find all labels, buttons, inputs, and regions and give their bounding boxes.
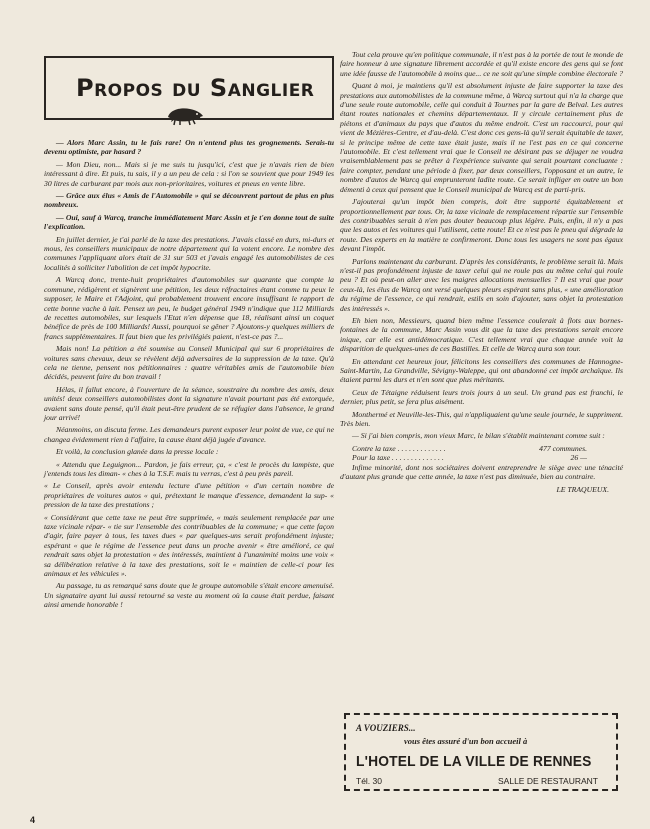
paragraph: En juillet dernier, je t'ai parlé de la taxe des prestations. J'avais classé en durs, mi-durs et mous, les conseillers municipaux de notre département qui la votent encore. Le nombre des communes l'appliquant alors était de 31 sur 503 et j'avais engagé les automobilistes de ces localités à solliciter l'abolition de cet impôt hypocrite. — [44, 234, 334, 272]
right-column-body — [340, 50, 623, 444]
paragraph: Eh bien non, Messieurs, quand bien même l'essence coulerait à flots aux bornes-fontaines de la commune, Marc Assin vous dit que la taxe des prestations serait encore inique, car elle est antidémocratique. C'est tellement vrai que chaque année voit la disparition de quelques-unes de ces Bastilles. Et celle de Warcq aura son tour. — [340, 315, 623, 354]
paragraph: « Considérant que cette taxe ne peut être supprimée, « mais seulement remplacée par une taxe vicinale répar- « tie sur l'ensemble des contribuables de la commune; « que cette façon d'agir, faire payer à tous, les taxes dues « par quelques-uns serait profondément injuste; espérant « que le régime de l'essence peut dans un proche avenir « être amélioré, ce qui rendrait sans objet la protestation « des intéressés, maintient à l'unanimité moins une voix « sa délibération relative à la taxe des prestations, soit le « maintien de celle-ci pour les animaux et les véhicules ». — [44, 512, 334, 579]
paragraph: Et voilà, la conclusion glanée dans la presse locale : — [56, 447, 219, 457]
paragraph: Monthermé et Neuville-les-This, qui n'appliquaient qu'une seule journée, le suppriment. Très bien. — [340, 409, 623, 429]
masthead — [44, 56, 334, 120]
paragraph: Au passage, tu as remarqué sans doute que le groupe automobile s'était encore amenuisé. Un signataire ayant lui aussi retourné sa veste au moment où la cause était perdue, faisant ainsi amende honorable ! — [44, 581, 334, 610]
paragraph: Mais non! La pétition a été soumise au Conseil Municipal qui sur 6 propriétaires de voitures sans chevaux, deux se révèlent déjà adversaires de la suppression de la taxe. Qu'à cela ne tienne, pensent nos pétitionnaires : quatre véritables amis de l'automobile bien décidés, peuvent faire du bon travail ! — [44, 344, 334, 382]
paragraph: J'ajouterai qu'un impôt bien compris, doit être supporté équitablement et proportionnellement par tous. Or, la taxe vicinale de remplacement répartie sur l'ensemble des contribuables serait à n'en pas douter beaucoup plus légère. Puis, enfin, il n'y a pas que les autos et les voitures qui l'utilisent, cette route! Et ce n'est pas le pneu qui dégrade la route. Des experts en la matière te confirmeront. Donc tous les usagers ne sont pas égaux devant l'impôt. — [340, 197, 623, 254]
ad-telephone: Tél. 30 — [356, 776, 382, 786]
paragraph: Tout cela prouve qu'en politique communale, il n'est pas à la portée de tout le monde de faire honneur à une signature librement accordée et qu'il existe encore des gens qui se font une idée fausse de l'automobile à moins que... ce ne soit qu'une simple combine électorale ? — [340, 50, 623, 78]
stat-label: Contre la taxe . . . . . . . . . . . . . — [352, 443, 446, 453]
ad-restaurant: SALLE DE RESTAURANT — [498, 776, 598, 786]
ad-tagline: vous êtes assuré d'un bon accueil à — [404, 736, 528, 746]
paragraph: Néanmoins, on discuta ferme. Les demandeurs purent exposer leur point de vue, ce qui ne changea évidemment rien à l'affaire, la cause étant déjà jugée d'avance. — [44, 425, 334, 444]
signature: LE TRAQUEUX. — [556, 485, 609, 495]
paragraph: — Grâce aux élus « Amis de l'Automobile » qui se découvrent partout de plus en plus nombreux. — [44, 191, 334, 210]
ad-hotel-name: L'HOTEL DE LA VILLE DE RENNES — [356, 753, 592, 770]
paragraph: — Oui, sauf à Warcq, tranche immédiatement Marc Assin et je t'en donne tout de suite l'explication. — [44, 212, 334, 232]
stat-row-pour — [352, 453, 587, 462]
stat-value: 477 communes. — [539, 443, 587, 453]
paragraph: Parlons maintenant du carburant. D'après les considérants, le problème serait là. Mais n'est-il pas profondément injuste de taxer celui qui ne roule pas au même celui qui roule peu ? Et où peut-on aller avec les maigres allocations mensuelles ? Il est vrai que pour ceux-là, les élus de Warcq ont versé quelques pleurs espérant sans plus, « une amélioration du régime de l'essence, ce qui rendrait, estils en soin d'ajouter, sans objet la protestation des intéressés ». — [340, 256, 623, 313]
hotel-advertisement — [344, 713, 618, 791]
paragraph: A Warcq donc, trente-huit propriétaires d'automobiles sur quarante que compte la commune, rédigèrent et signèrent une pétition, les deux réfractaires étant comme tu peux le supposer, le Maire et l'Adjoint, qui probablement trouvent encore insuffisant le rapport de cette bonne vache à lait. Pensez un peu, le budget général 1949 n'indique que 112 Milliards de recettes automobiles, sur lesquels l'Etat n'en dépense que 18, réalisant ainsi un coquet bénéfice de près de 100 Milliards! Aussi, pourquoi se gêner ? Ajoutons-y quelques milliers de francs supplémentaires. Il faut bien que les privilégiés paient, n'est-ce pas ?... — [44, 275, 334, 341]
paragraph: — Alors Marc Assin, tu le fais rare! On n'entend plus tes grognements. Serais-tu devenu optimiste, par hasard ? — [44, 138, 334, 157]
left-column — [44, 46, 334, 613]
masthead-title: Propos du Sanglier — [76, 74, 315, 102]
paragraph: « Le Conseil, après avoir entendu lecture d'une pétition « d'un certain nombre de propriétaires de voitures autos « qui, prétextant le manque d'essence, demandent la sup- « pression de la taxe des prestations ; — [44, 481, 334, 510]
paragraph: Hélas, il fallut encore, à l'ouverture de la séance, soustraire du nombre des amis, deux unités! deux conseillers automobilistes dont la signature n'avait pourtant pas été extorquée, avaient sans doute pensé, qu'il était peut-être prudent de se réfugier dans l'absence, le grand jour arrivé! — [44, 384, 334, 422]
stats-table — [340, 444, 623, 463]
paragraph: En attendant cet heureux jour, félicitons les conseillers des communes de Hannogne-Saint-Martin, La Grandville, Sévigny-Waleppe, qui ont abandonné cet impôt archaïque. Ils étaient parmi les durs et n'en sont que plus méritants. — [340, 356, 623, 385]
paragraph: — Si j'ai bien compris, mon vieux Marc, le bilan s'établit maintenant comme suit : — [352, 431, 605, 441]
paragraph: Quant à moi, je maintiens qu'il est absolument injuste de faire supporter la taxe des prestations aux automobilistes de la commune même, à Warcq surtout qui n'a la charge que d'une seule route automobile, celle qui conduit à Tournes par la gare de Belval. Les autres étant routes nationales et chemins départementaux. Il y circule certainement plus de piétons et d'animaux du pays que d'autos du même endroit. C'est un raccourci, pour qui vient de Mézières-Centre, et d'au-delà. C'est donc ces gens-là qu'il serait équitable de taxer, si le principe même de cette taxe était juste, mais il ne l'est pas en ce qui concerne l'automobile. Et c'est tellement vrai que le Conseil ne désirant pas se déjuger ne voudra vraisemblablement pas se prêter à l'expérience suivante qui serait pourtant concluante : faire compter, pendant une période à fixer, par deux conseillers, l'opposant et un autre, le nombre d'autos de Warcq qui emprunteront ladite route. Ce serait infliger en outre un bon démenti à ceux qui pensent que le Conseil municipal de Warcq est de parti-pris. — [340, 81, 623, 194]
paragraph: « Attendu que Leguignon... Pardon, je fais erreur, ça, « c'est le procès du lampiste, que j'entends tous les diman- « ches à la T.S.F. mais tu verras, c'est à peu près pareil. — [44, 459, 334, 478]
page-number: 4 — [30, 815, 36, 825]
right-column — [340, 50, 623, 494]
stat-value: 26 — — [570, 453, 587, 463]
closing-paragraph: Infime minorité, dont nos sociétaires doivent entreprendre le siège avec une ténacité d'autant plus grande que cette année, la taxe n'est pas diminuée, bien au contraire. — [340, 462, 623, 482]
left-column-body — [44, 138, 334, 613]
boar-icon — [164, 104, 206, 126]
stat-label: Pour la taxe . . . . . . . . . . . . . . — [352, 453, 444, 463]
paragraph: — Mon Dieu, non... Mais si je me suis tu jusqu'ici, c'est que je n'avais rien de bien intéressant à dire. Et puis, tu sais, il y a un peu de cela : si l'on se souvient que pour 1949 les 30 litres de carburant par mois aux non-prioritaires, voitures et pneus en vente libre. — [44, 159, 334, 188]
stat-row-contre — [352, 444, 587, 453]
ad-location: A VOUZIERS... — [356, 723, 416, 733]
paragraph: Ceux de Tétaigne réduisent leurs trois jours à un seul. Un grand pas est franchi, le dernier, plus petit, se fera plus aisément. — [340, 387, 623, 407]
